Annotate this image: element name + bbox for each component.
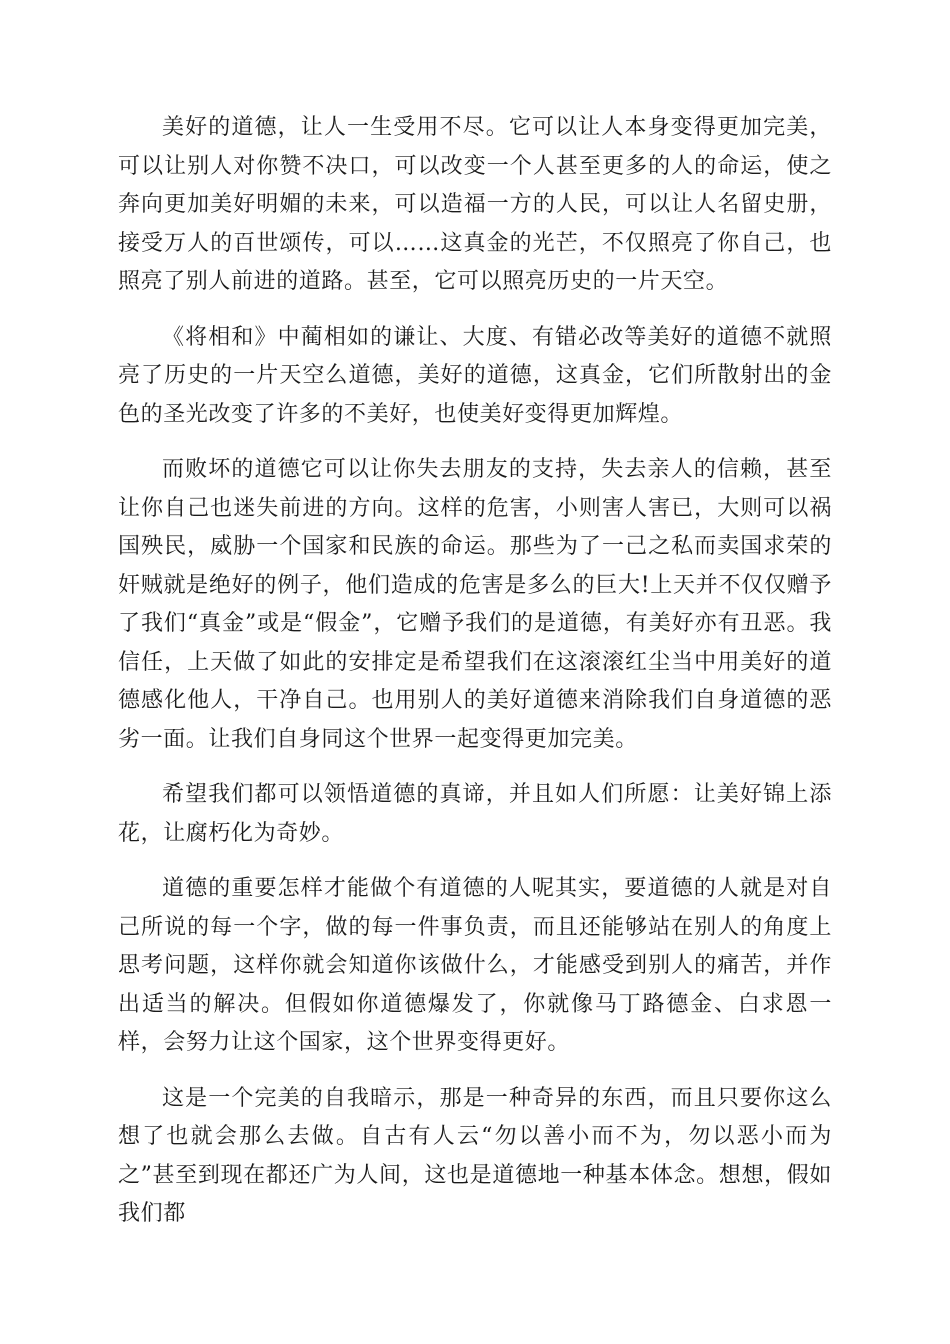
paragraph-5: 道德的重要怎样才能做个有道德的人呢其实，要道德的人就是对自己所说的每一个字，做的每一件事负责，而且还能够站在别人的角度上思考问题，这样你就会知道你该做什么，才能感受到别人的痛苦，并作出适当的解决。但假如你道德爆发了，你就像马丁路德金、白求恩一样，会努力让这个国家，这个世界变得更好。 (118, 876, 832, 1055)
paragraph-1: 美好的道德，让人一生受用不尽。它可以让人本身变得更加完美，可以让别人对你赞不决口，可以改变一个人甚至更多的人的命运，使之奔向更加美好明媚的未来，可以造福一方的人民，可以让人名留史册，接受万人的百世颂传，可以……这真金的光芒，不仅照亮了你自己，也照亮了别人前进的道路。甚至，它可以照亮历史的一片天空。 (118, 115, 832, 294)
document-body (118, 109, 832, 1251)
paragraph-4: 希望我们都可以领悟道德的真谛，并且如人们所愿：让美好锦上添花，让腐朽化为奇妙。 (118, 782, 832, 846)
paragraph-6: 这是一个完美的自我暗示，那是一种奇异的东西，而且只要你这么想了也就会那么去做。自古有人云“勿以善小而不为，勿以恶小而为之”甚至到现在都还广为人间，这也是道德地一种基本体念。想想，假如我们都 (118, 1085, 832, 1226)
paragraph-2: 《将相和》中蔺相如的谦让、大度、有错必改等美好的道德不就照亮了历史的一片天空么道德，美好的道德，这真金，它们所散射出的金色的圣光改变了许多的不美好，也使美好变得更加辉煌。 (118, 324, 832, 427)
paragraph-3: 而败坏的道德它可以让你失去朋友的支持，失去亲人的信赖，甚至让你自己也迷失前进的方向。这样的危害，小则害人害已，大则可以祸国殃民，威胁一个国家和民族的命运。那些为了一己之私而卖国求荣的奸贼就是绝好的例子，他们造成的危害是多么的巨大!上天并不仅仅赠予了我们“真金”或是“假金”，它赠予我们的是道德，有美好亦有丑恶。我信任，上天做了如此的安排定是希望我们在这滚滚红尘当中用美好的道德感化他人，干净自己。也用别人的美好道德来消除我们自身道德的恶劣一面。让我们自身同这个世界一起变得更加完美。 (118, 457, 832, 752)
